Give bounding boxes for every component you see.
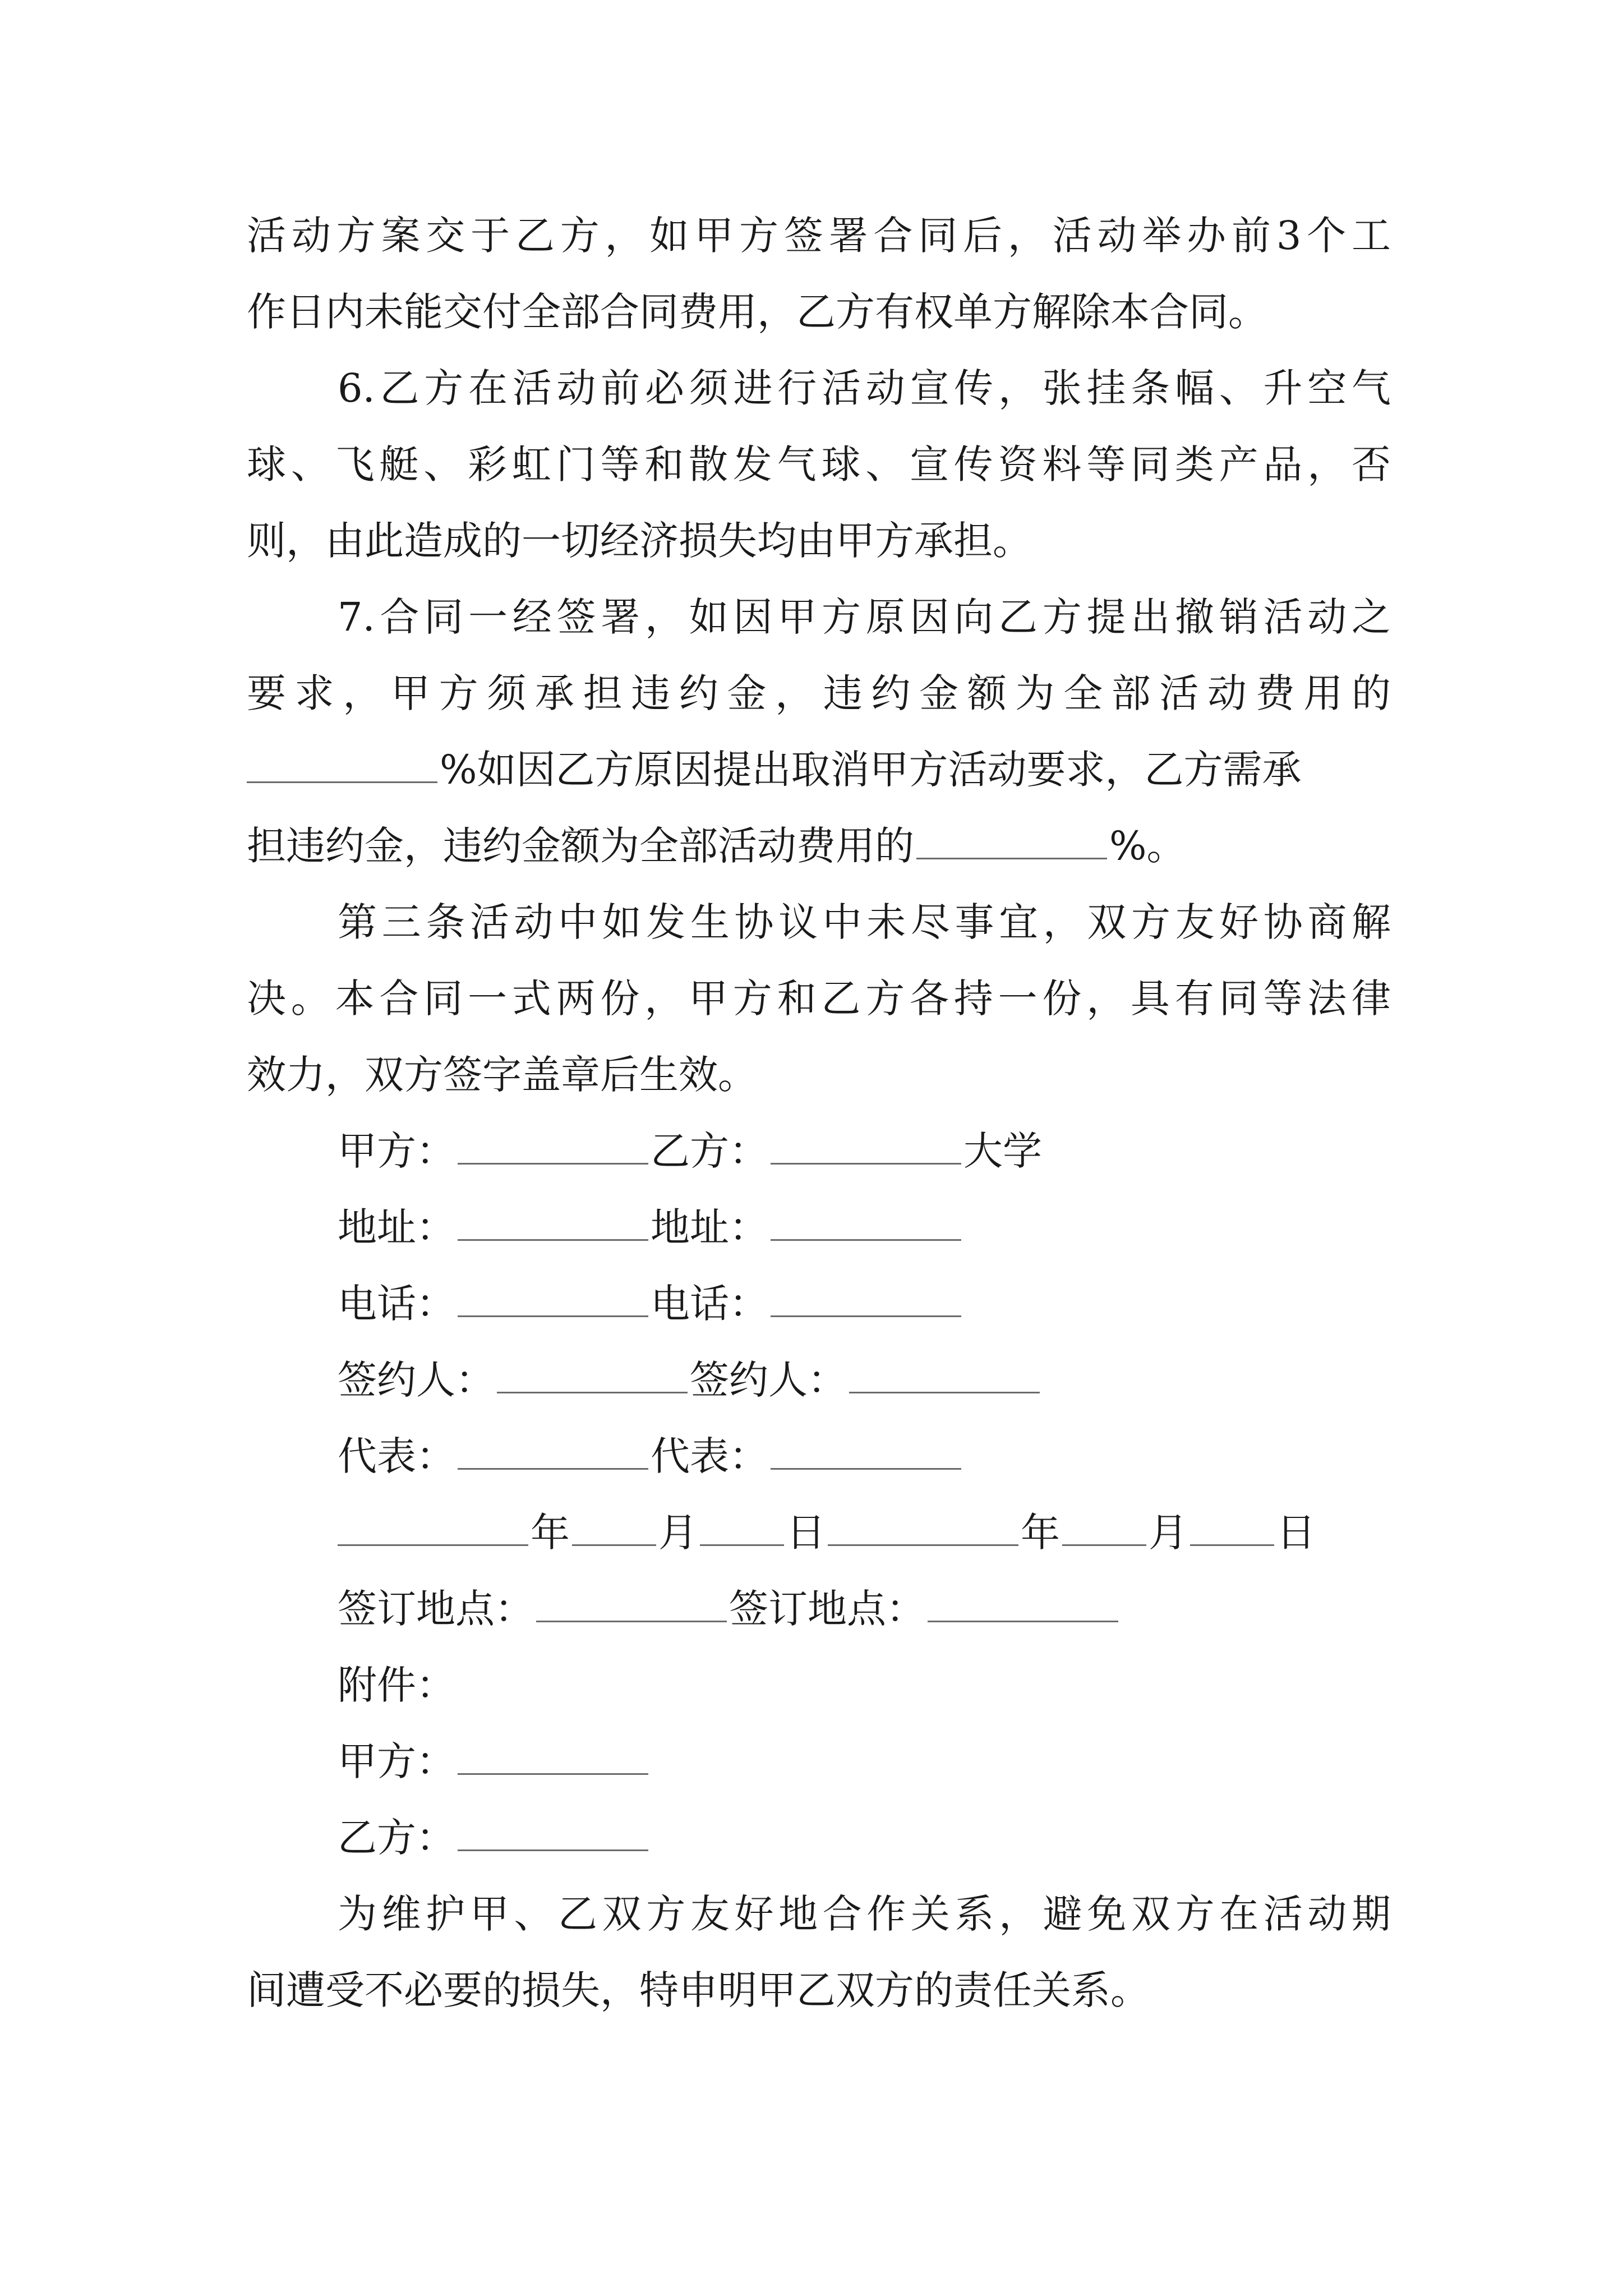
signature-row-phone — [338, 1276, 963, 1332]
paragraph-1-line-2: 作日内未能交付全部合同费用，乙方有权单方解除本合同。 — [247, 289, 1267, 335]
party-b-blank — [771, 1127, 961, 1165]
paragraph-4-line-3: 效力，双方签字盖章后生效。 — [247, 1052, 757, 1098]
address-a-label: 地址： — [338, 1204, 455, 1250]
signer-b-label: 签约人： — [690, 1357, 847, 1403]
party-a-blank — [458, 1127, 648, 1165]
paragraph-3-line-3 — [247, 742, 1391, 798]
paragraph-3-line-4 — [247, 818, 1186, 874]
paragraph-3-line-2: 要求，甲方须承担违约金，违约金额为全部活动费用的 — [247, 670, 1391, 716]
month-b-label: 月 — [1149, 1510, 1188, 1556]
attachment-party-a — [338, 1733, 651, 1789]
address-b-blank — [771, 1203, 961, 1241]
representative-b-blank — [771, 1432, 961, 1470]
attachment-party-b-blank — [458, 1814, 648, 1851]
signature-row-party — [338, 1123, 1042, 1179]
signature-row-place — [338, 1581, 1121, 1637]
address-a-blank — [458, 1203, 648, 1241]
paragraph-2-line-2: 球、飞艇、彩虹门等和散发气球、宣传资料等同类产品，否 — [247, 441, 1391, 487]
signer-b-blank — [849, 1356, 1040, 1393]
sign-place-b-blank — [928, 1585, 1118, 1622]
paragraph-3-line-4-text: 担违约金，违约金额为全部活动费用的 — [247, 823, 914, 869]
signer-a-label: 签约人： — [338, 1357, 495, 1403]
day-a-blank — [700, 1508, 784, 1546]
signer-a-blank — [497, 1356, 688, 1393]
signature-row-address — [338, 1199, 963, 1255]
paragraph-3-line-3-text: %如因乙方原因提出取消甲方活动要求，乙方需承 — [440, 747, 1302, 793]
sign-place-a-label: 签订地点： — [338, 1586, 534, 1632]
blank-line — [916, 822, 1107, 859]
month-a-label: 月 — [658, 1510, 698, 1556]
attachment-party-b — [338, 1810, 651, 1866]
attachment-party-b-label: 乙方： — [338, 1815, 455, 1861]
closing-line-2: 间遭受不必要的损失，特申明甲乙双方的责任关系。 — [247, 1967, 1150, 2013]
closing-line-1: 为维护甲、乙双方友好地合作关系，避免双方在活动期 — [338, 1891, 1391, 1937]
representative-a-label: 代表： — [338, 1433, 455, 1479]
phone-b-blank — [771, 1280, 961, 1317]
day-a-label: 日 — [786, 1510, 826, 1556]
party-a-label: 甲方： — [338, 1128, 455, 1174]
month-a-blank — [572, 1508, 656, 1546]
signature-row-date — [338, 1504, 1316, 1561]
day-b-blank — [1190, 1508, 1274, 1546]
phone-a-label: 电话： — [338, 1281, 455, 1327]
blank-line — [247, 746, 437, 783]
attachment-party-a-label: 甲方： — [338, 1738, 455, 1784]
paragraph-2-line-1: 6.乙方在活动前必须进行活动宣传，张挂条幅、升空气 — [338, 365, 1391, 411]
year-a-label: 年 — [531, 1510, 570, 1556]
phone-b-label: 电话： — [651, 1281, 768, 1327]
year-a-blank — [338, 1508, 528, 1546]
paragraph-2-line-3: 则，由此造成的一切经济损失均由甲方承担。 — [247, 518, 1032, 564]
day-b-label: 日 — [1276, 1510, 1316, 1556]
sign-place-b-label: 签订地点： — [729, 1586, 925, 1632]
paragraph-4-line-2: 决。本合同一式两份，甲方和乙方各持一份，具有同等法律 — [247, 976, 1391, 1022]
paragraph-1-line-1: 活动方案交于乙方，如甲方签署合同后，活动举办前3个工 — [247, 213, 1391, 259]
sign-place-a-blank — [536, 1585, 727, 1622]
year-b-blank — [828, 1508, 1018, 1546]
university-label: 大学 — [963, 1128, 1042, 1174]
representative-a-blank — [458, 1432, 648, 1470]
year-b-label: 年 — [1021, 1510, 1060, 1556]
attachment-party-a-blank — [458, 1737, 648, 1775]
paragraph-4-line-1: 第三条活动中如发生协议中未尽事宜，双方友好协商解 — [338, 899, 1391, 945]
address-b-label: 地址： — [651, 1204, 768, 1250]
paragraph-3-line-4-end: %。 — [1109, 823, 1186, 869]
attachment-label: 附件： — [338, 1662, 455, 1708]
representative-b-label: 代表： — [651, 1433, 768, 1479]
party-b-label: 乙方： — [651, 1128, 768, 1174]
signature-row-representative — [338, 1428, 963, 1484]
signature-row-signer — [338, 1352, 1042, 1408]
month-b-blank — [1062, 1508, 1146, 1546]
paragraph-3-line-1: 7.合同一经签署，如因甲方原因向乙方提出撤销活动之 — [338, 594, 1391, 640]
phone-a-blank — [458, 1280, 648, 1317]
